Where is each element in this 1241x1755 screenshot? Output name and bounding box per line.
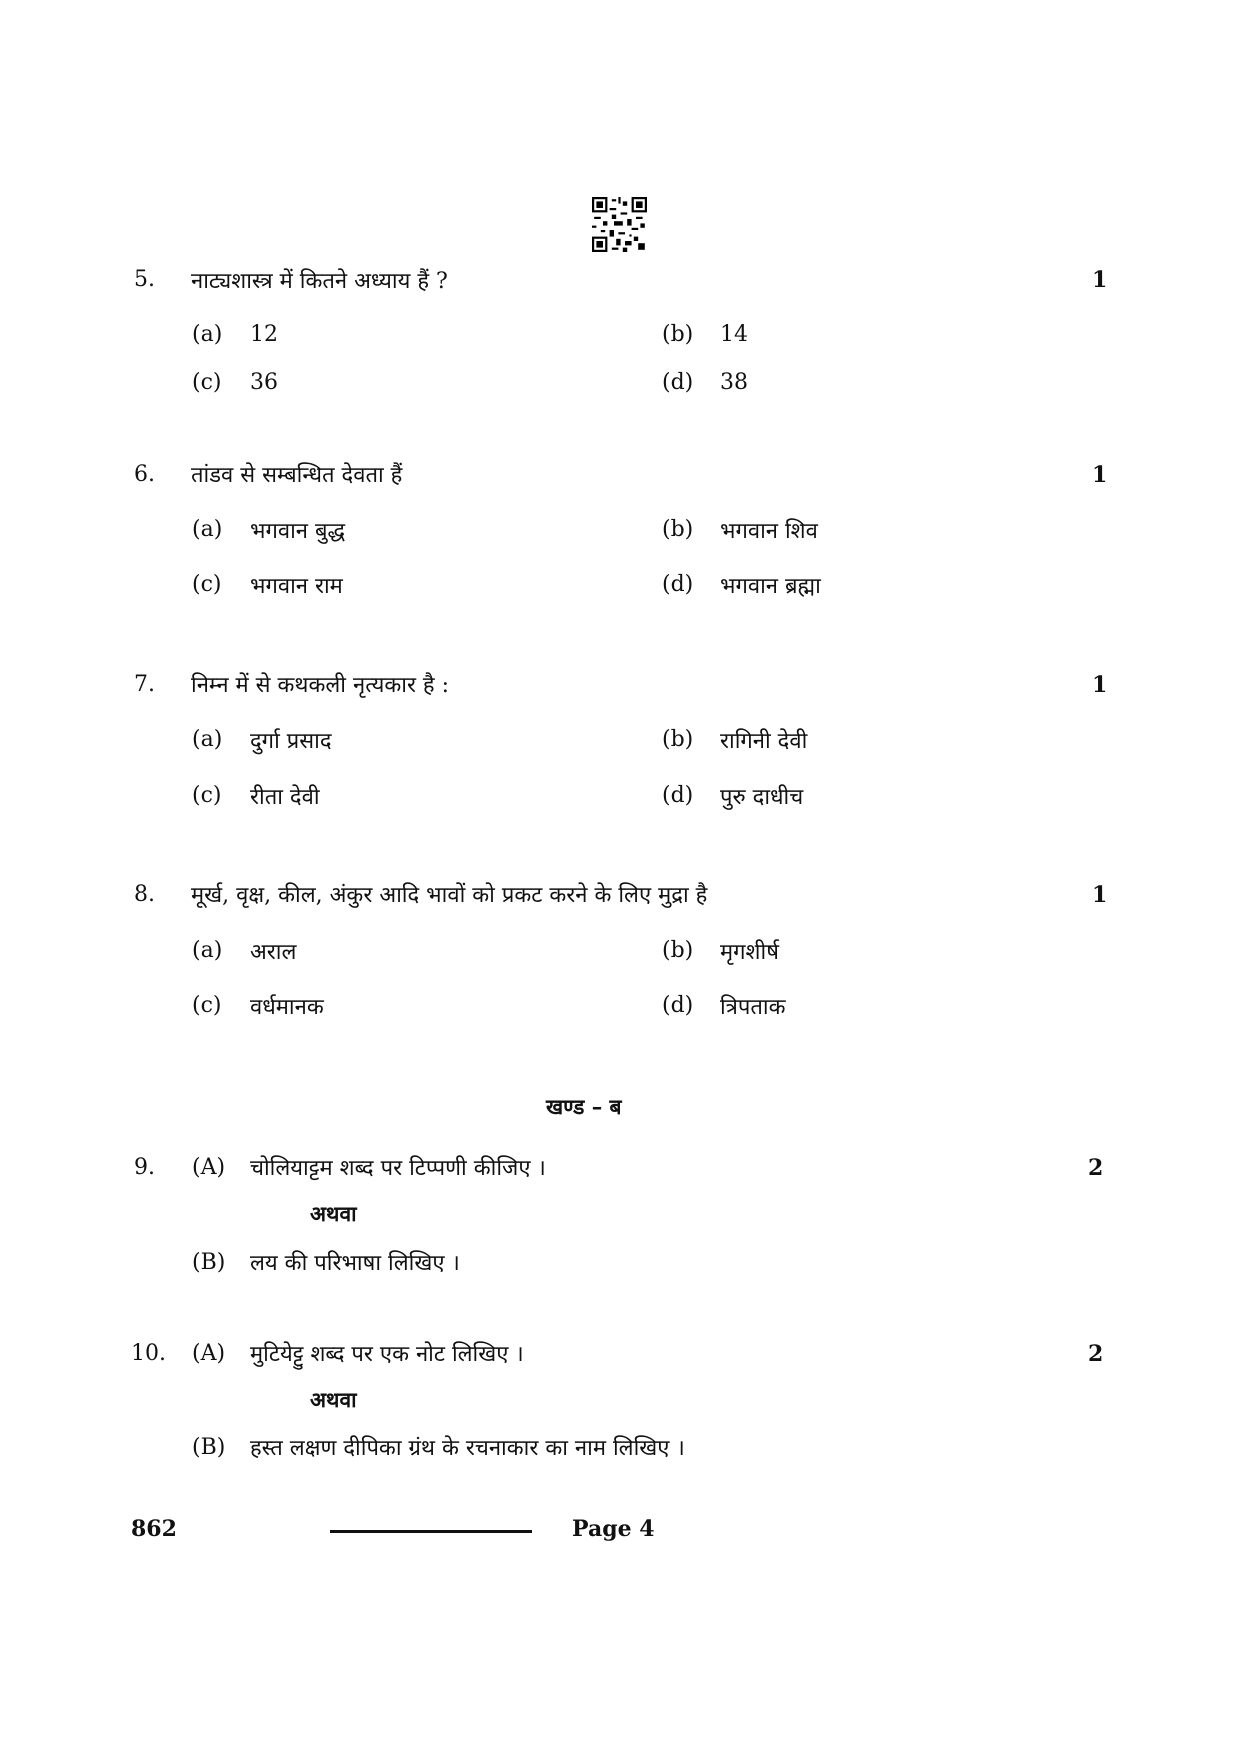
option-text: भगवान शिव <box>720 519 818 544</box>
question-marks: 2 <box>1088 1155 1104 1181</box>
option-label: (b) <box>662 727 694 752</box>
or-label: अथवा <box>310 1387 357 1412</box>
question-number: 9. <box>134 1155 155 1180</box>
option-text: अराल <box>250 940 297 965</box>
part-b-text: लय की परिभाषा लिखिए । <box>250 1251 460 1276</box>
option-label: (b) <box>662 938 694 963</box>
part-b-label: (B) <box>192 1435 226 1460</box>
question-text: तांडव से सम्बन्धित देवता हैं <box>191 463 403 488</box>
option-label: (b) <box>662 322 694 347</box>
question-marks: 2 <box>1088 1341 1104 1367</box>
question-number: 6. <box>134 462 155 487</box>
option-label: (a) <box>192 727 223 752</box>
question-text: नाट्यशास्त्र में कितने अध्याय हैं ? <box>191 269 448 294</box>
part-a-text: चोलियाट्टम शब्द पर टिप्पणी कीजिए । <box>250 1156 546 1181</box>
option-text: 12 <box>250 322 278 347</box>
question-number: 10. <box>131 1341 166 1366</box>
option-text: 38 <box>720 370 748 395</box>
question-number: 5. <box>134 267 155 292</box>
part-a-label: (A) <box>192 1155 226 1180</box>
option-text: त्रिपताक <box>720 995 786 1020</box>
option-text: 14 <box>720 322 748 347</box>
option-text: भगवान बुद्ध <box>250 519 346 544</box>
option-text: भगवान राम <box>250 574 343 599</box>
option-text: भगवान ब्रह्मा <box>720 574 821 599</box>
question-marks: 1 <box>1092 462 1108 488</box>
option-label: (c) <box>192 993 222 1018</box>
paper-code: 862 <box>131 1516 177 1542</box>
question-marks: 1 <box>1092 882 1108 908</box>
option-label: (c) <box>192 370 222 395</box>
section-heading: खण्ड – ब <box>546 1094 622 1119</box>
part-a-label: (A) <box>192 1341 226 1366</box>
option-label: (d) <box>662 993 694 1018</box>
part-b-text: हस्त लक्षण दीपिका ग्रंथ के रचनाकार का नाम लिखिए । <box>250 1436 685 1461</box>
option-label: (c) <box>192 572 222 597</box>
option-label: (a) <box>192 938 223 963</box>
question-text: मूर्ख, वृक्ष, कील, अंकुर आदि भावों को प्रकट करने के लिए मुद्रा है <box>191 883 708 908</box>
option-label: (d) <box>662 370 694 395</box>
part-b-label: (B) <box>192 1250 226 1275</box>
option-label: (d) <box>662 783 694 808</box>
option-text: रीता देवी <box>250 785 320 810</box>
or-label: अथवा <box>310 1201 357 1226</box>
question-marks: 1 <box>1092 267 1108 293</box>
question-text: निम्न में से कथकली नृत्यकार है : <box>191 673 450 698</box>
option-label: (b) <box>662 517 694 542</box>
option-label: (d) <box>662 572 694 597</box>
option-text: दुर्गा प्रसाद <box>250 729 332 754</box>
option-text: मृगशीर्ष <box>720 940 779 965</box>
page-number: Page 4 <box>572 1516 655 1542</box>
footer-rule <box>330 1530 532 1533</box>
option-label: (c) <box>192 783 222 808</box>
question-number: 7. <box>134 672 155 697</box>
option-text: वर्धमानक <box>250 995 324 1020</box>
option-text: रागिनी देवी <box>720 729 808 754</box>
part-a-text: मुटियेट्टु शब्द पर एक नोट लिखिए । <box>250 1342 524 1367</box>
option-label: (a) <box>192 322 223 347</box>
qr-code-icon <box>592 197 647 252</box>
question-marks: 1 <box>1092 672 1108 698</box>
option-label: (a) <box>192 517 223 542</box>
option-text: 36 <box>250 370 278 395</box>
question-number: 8. <box>134 882 155 907</box>
option-text: पुरु दाधीच <box>720 785 804 810</box>
